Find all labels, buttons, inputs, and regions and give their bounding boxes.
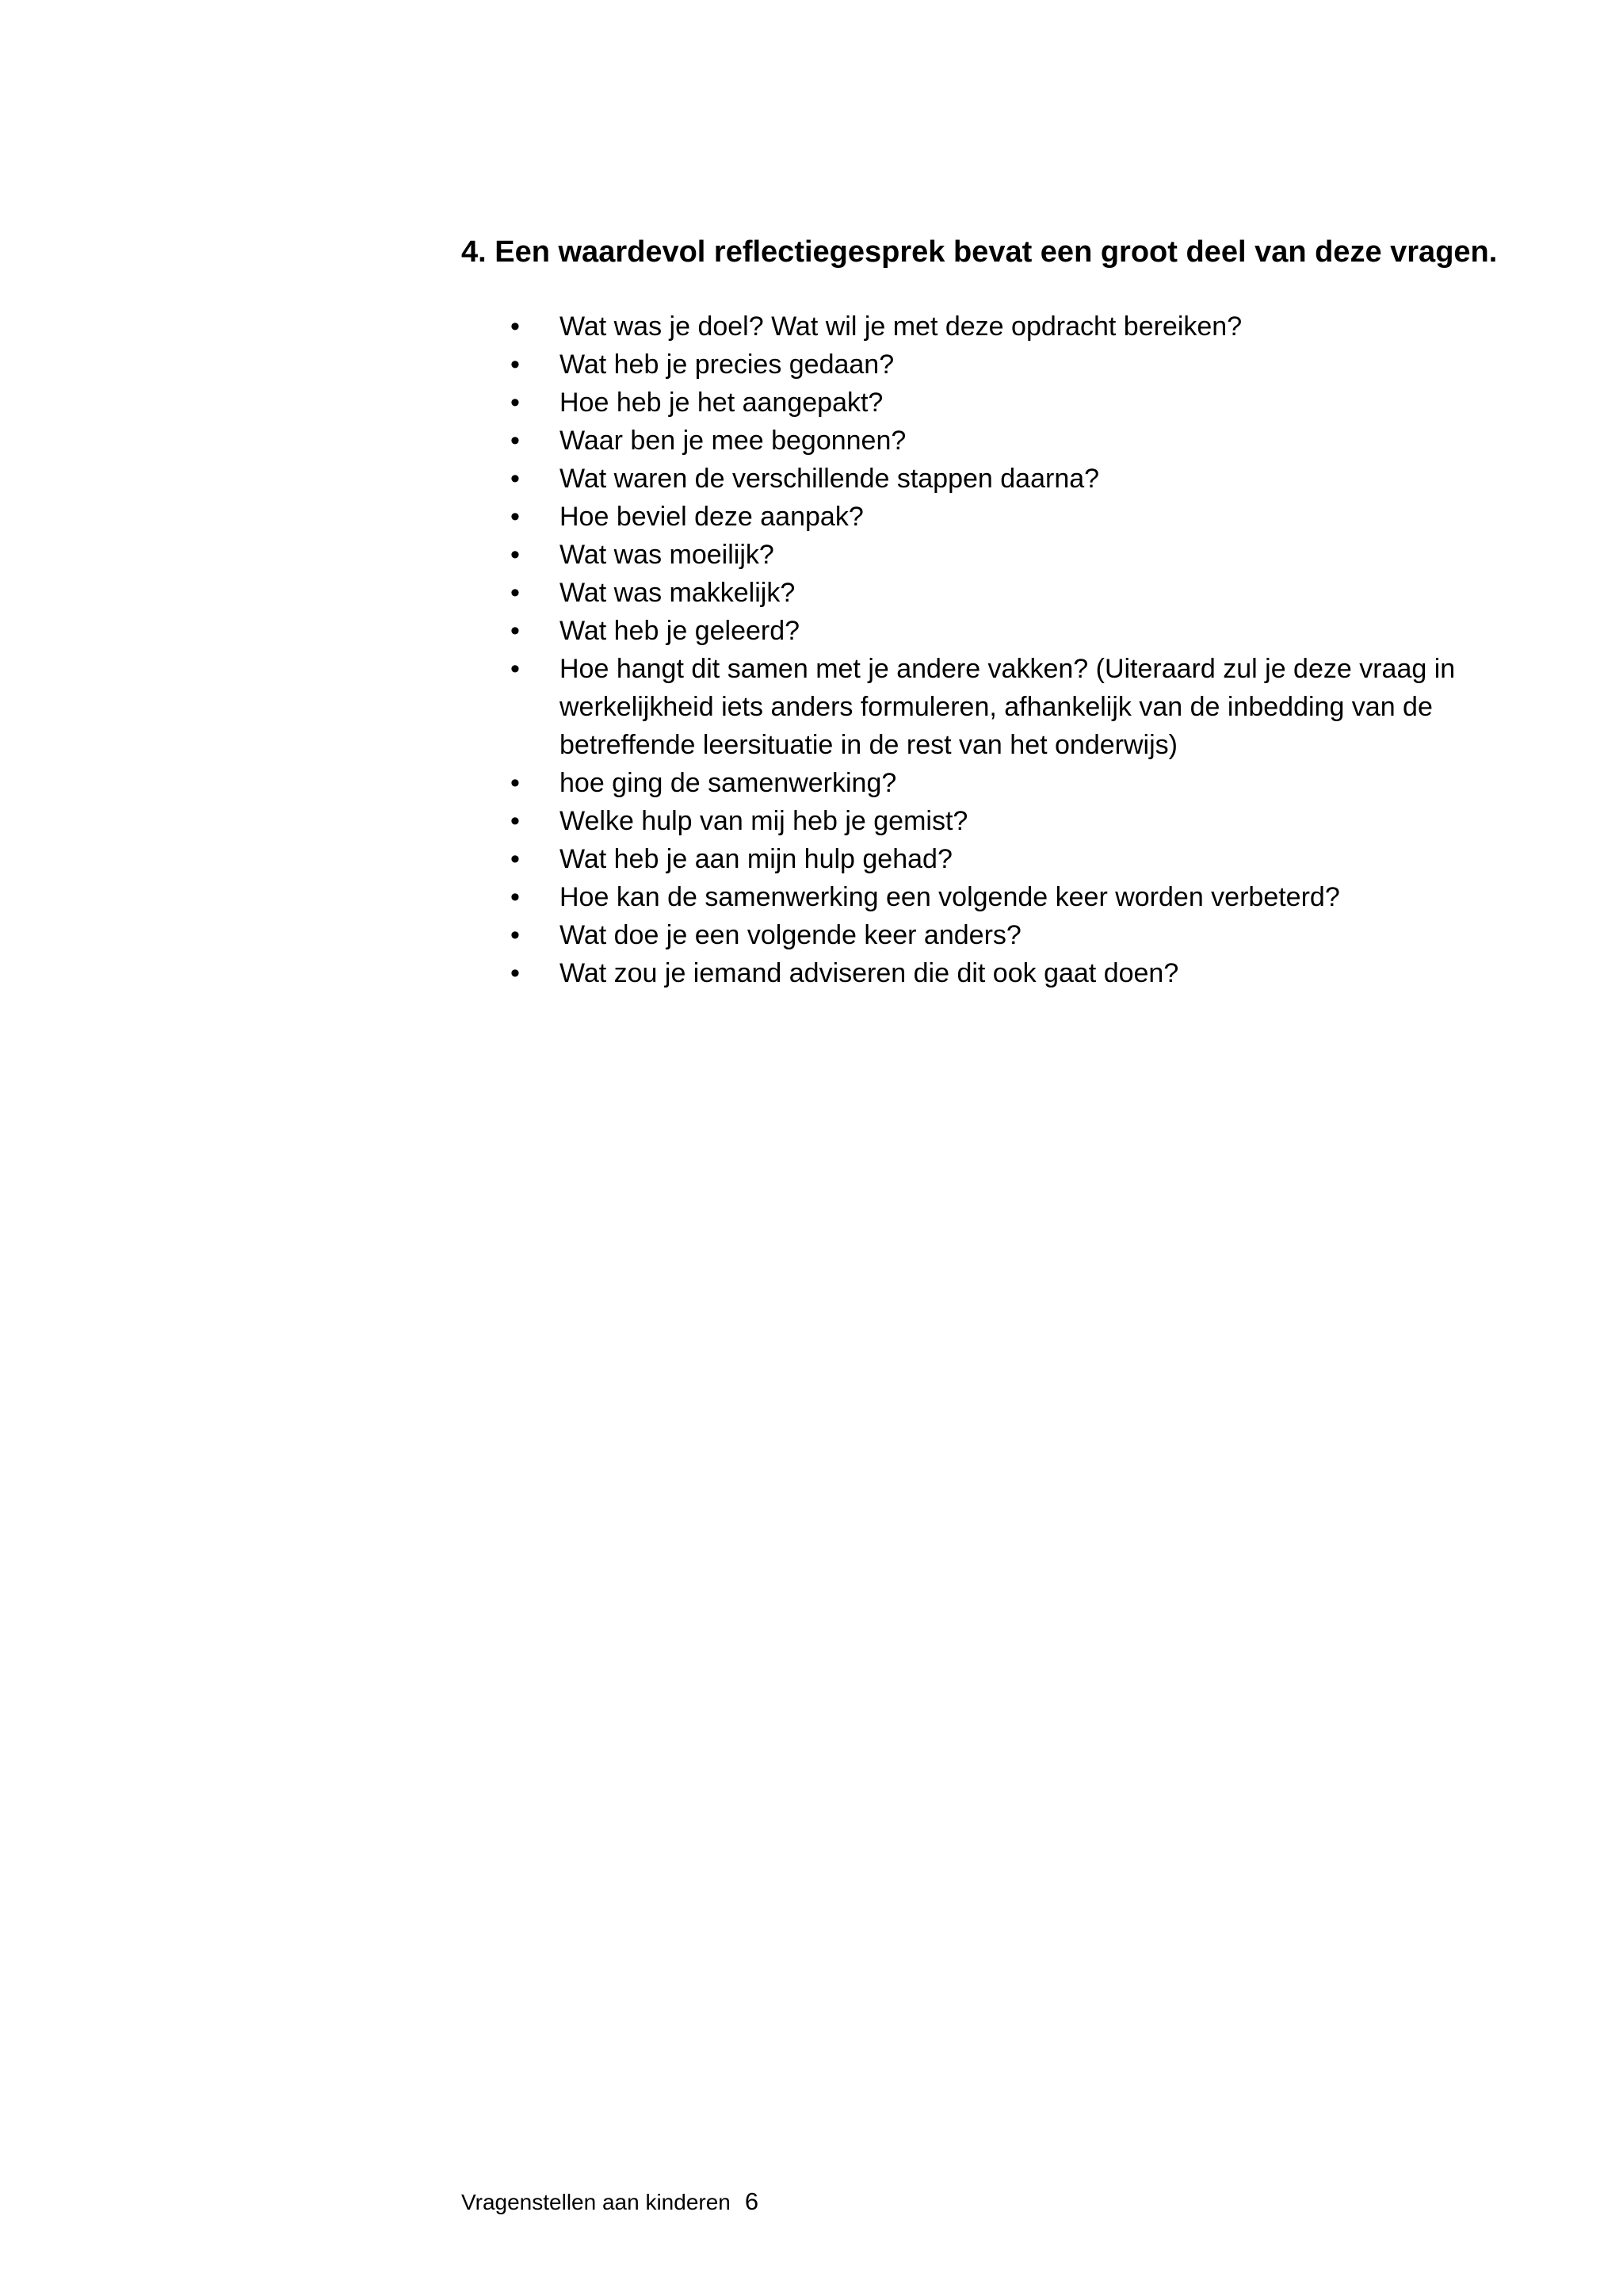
question-text: Wat heb je geleerd? <box>559 616 800 646</box>
list-item <box>461 422 1523 460</box>
bullet-icon: • <box>510 540 520 570</box>
list-item <box>461 802 1523 840</box>
bullet-icon: • <box>510 616 520 646</box>
question-text: Hoe heb je het aangepakt? <box>559 388 884 418</box>
list-item <box>461 916 1523 954</box>
list-item <box>461 954 1523 992</box>
bullet-icon: • <box>510 958 520 988</box>
list-item <box>461 460 1523 498</box>
bullet-icon: • <box>510 654 520 684</box>
bullet-icon: • <box>510 806 520 836</box>
list-item <box>461 346 1523 384</box>
list-item <box>461 840 1523 878</box>
bullet-icon: • <box>510 920 520 950</box>
list-item <box>461 384 1523 422</box>
question-text: Wat heb je aan mijn hulp gehad? <box>559 844 953 874</box>
list-item <box>461 574 1523 612</box>
question-text: Wat was makkelijk? <box>559 578 796 608</box>
list-item <box>461 650 1523 764</box>
question-text: Wat heb je precies gedaan? <box>559 350 895 380</box>
question-text: Wat doe je een volgende keer anders? <box>559 920 1022 950</box>
list-item <box>461 764 1523 802</box>
list-item <box>461 878 1523 916</box>
question-text: Wat was moeilijk? <box>559 540 774 570</box>
bullet-icon: • <box>510 502 520 532</box>
page-content <box>461 230 1523 988</box>
question-text: Hoe beviel deze aanpak? <box>559 502 864 532</box>
list-item <box>461 498 1523 536</box>
bullet-icon: • <box>510 882 520 912</box>
question-text: hoe ging de samenwerking? <box>559 768 897 798</box>
bullet-icon: • <box>510 388 520 418</box>
question-text: Wat was je doel? Wat wil je met deze opdracht bereiken? <box>559 311 1243 342</box>
bullet-icon: • <box>510 844 520 874</box>
bullet-icon: • <box>510 311 520 342</box>
bullet-icon: • <box>510 464 520 494</box>
question-text: Wat zou je iemand adviseren die dit ook gaat doen? <box>559 958 1179 988</box>
bullet-icon: • <box>510 350 520 380</box>
bullet-icon: • <box>510 426 520 456</box>
question-text: Waar ben je mee begonnen? <box>559 426 907 456</box>
question-text: Hoe hangt dit samen met je andere vakken? (Uiteraard zul je deze vraag in werkelijkheid iets anders formuleren, afhankelijk van de inbedding van de betreffende leersituatie in de rest van het onderwijs) <box>559 654 1456 760</box>
section-heading: 4. Een waardevol reflectiegesprek bevat een groot deel van deze vragen. <box>461 235 1498 269</box>
bullet-icon: • <box>510 578 520 608</box>
page-footer <box>461 2186 758 2218</box>
question-text: Welke hulp van mij heb je gemist? <box>559 806 968 836</box>
footer-title: Vragenstellen aan kinderen <box>461 2190 731 2214</box>
list-item <box>461 612 1523 650</box>
list-item <box>461 536 1523 574</box>
question-list <box>461 308 1523 992</box>
question-text: Wat waren de verschillende stappen daarna? <box>559 464 1100 494</box>
question-text: Hoe kan de samenwerking een volgende keer worden verbeterd? <box>559 882 1340 912</box>
page-number: 6 <box>744 2187 759 2215</box>
bullet-icon: • <box>510 768 520 798</box>
list-item <box>461 308 1523 346</box>
